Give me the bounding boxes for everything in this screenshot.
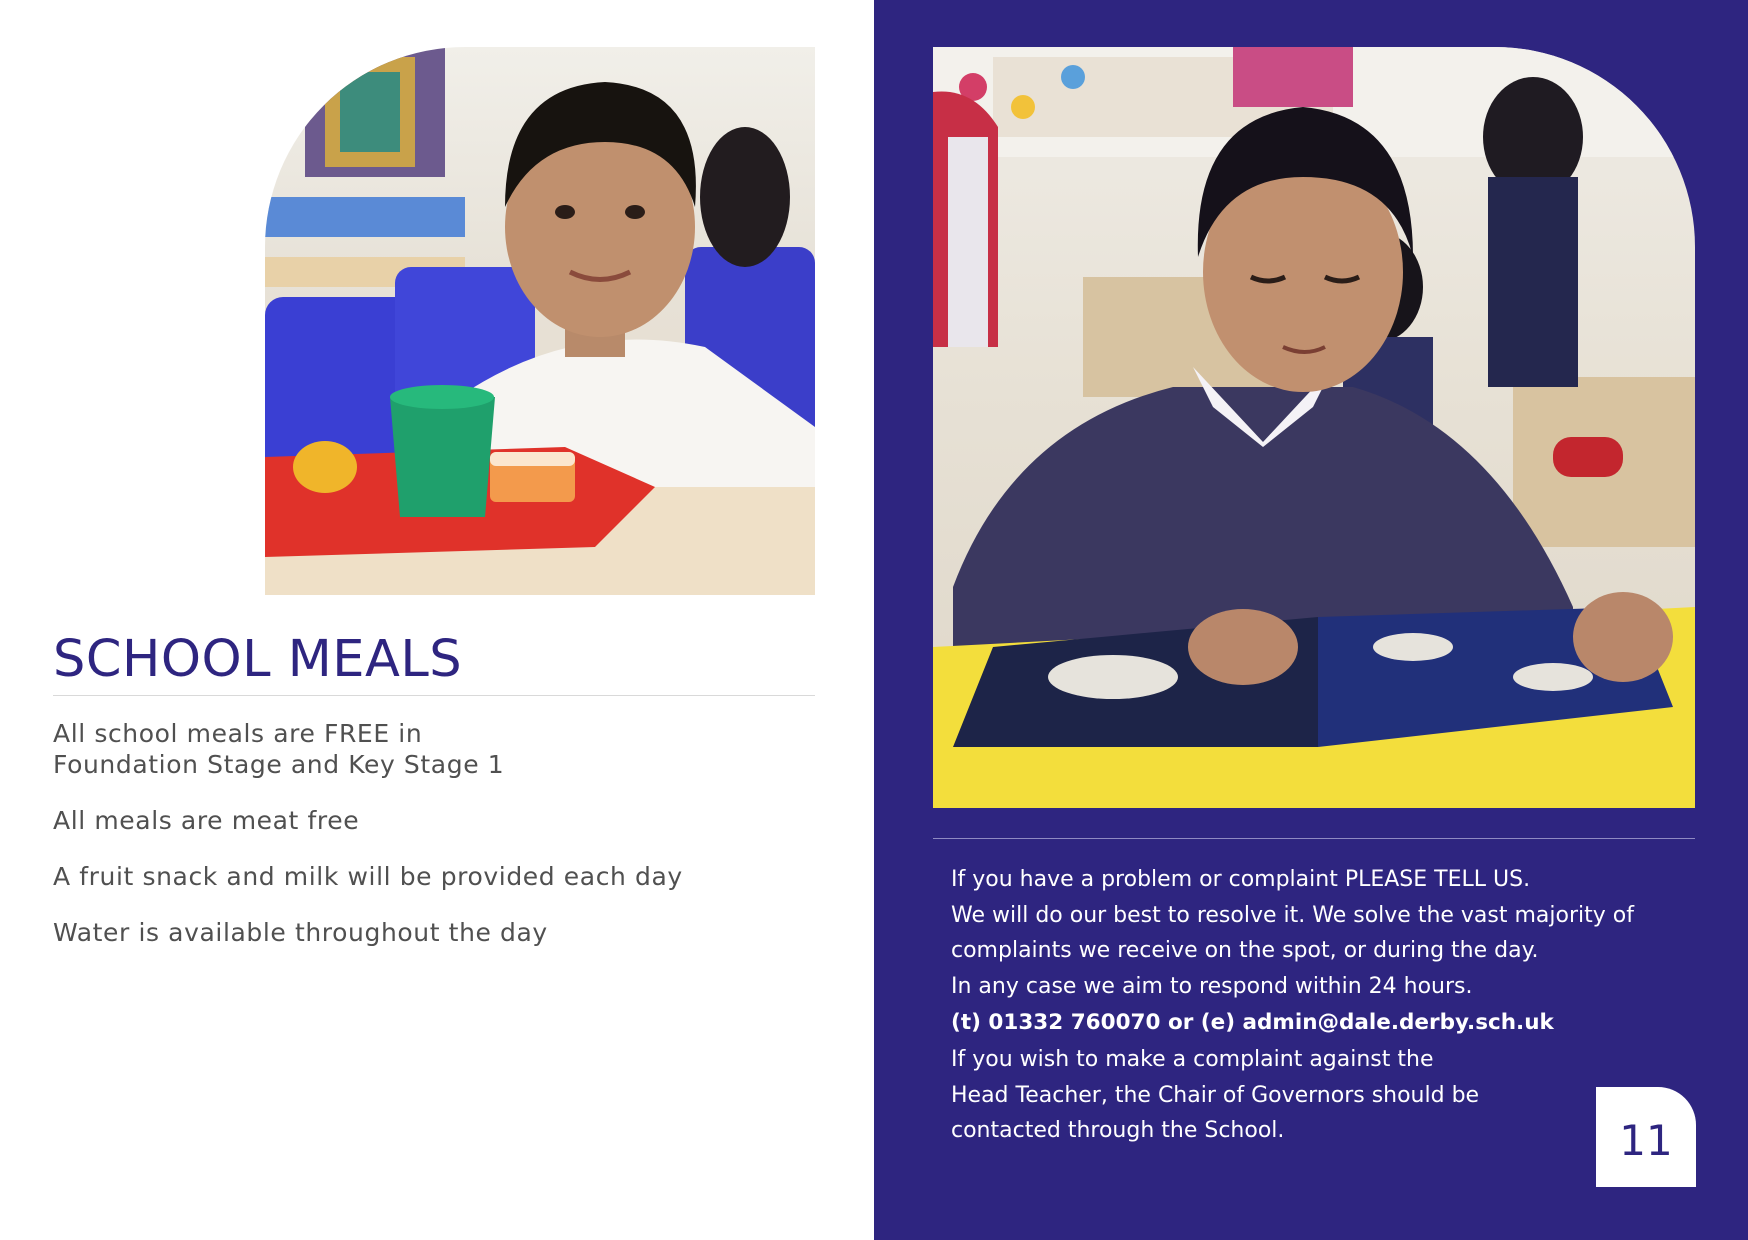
photo-icon bbox=[265, 47, 815, 595]
page-title: SCHOOL MEALS bbox=[53, 630, 463, 689]
complaint-line: Head Teacher, the Chair of Governors should be bbox=[951, 1082, 1480, 1108]
complaint-line: In any case we aim to respond within 24 hours. bbox=[951, 973, 1473, 999]
school-meals-photo bbox=[265, 47, 815, 595]
meal-info-list bbox=[53, 718, 833, 973]
complaint-line: We will do our best to resolve it. We solve the vast majority of bbox=[951, 902, 1634, 928]
meal-info-line: A fruit snack and milk will be provided each day bbox=[53, 862, 683, 891]
complaint-line: contacted through the School. bbox=[951, 1118, 1285, 1143]
meal-info-line: Foundation Stage and Key Stage 1 bbox=[53, 750, 505, 779]
meal-info-line: Water is available throughout the day bbox=[53, 918, 548, 947]
page-number: 11 bbox=[1619, 1115, 1673, 1165]
title-divider bbox=[53, 695, 815, 696]
photo-divider bbox=[933, 838, 1695, 839]
meal-info-line: All meals are meat free bbox=[53, 806, 360, 835]
meal-info-line: All school meals are FREE in bbox=[53, 719, 423, 748]
complaint-line: If you wish to make a complaint against the bbox=[951, 1047, 1434, 1072]
reading-photo bbox=[933, 47, 1695, 808]
complaint-line: complaints we receive on the spot, or during the day. bbox=[951, 938, 1539, 963]
complaint-line: If you have a problem or complaint PLEASE TELL US. bbox=[951, 867, 1531, 892]
contact-details: (t) 01332 760070 or (e) admin@dale.derby.sch.uk bbox=[951, 1010, 1554, 1035]
photo-icon bbox=[933, 47, 1695, 808]
page-number-badge bbox=[1596, 1087, 1696, 1187]
complaints-section bbox=[951, 862, 1651, 1149]
